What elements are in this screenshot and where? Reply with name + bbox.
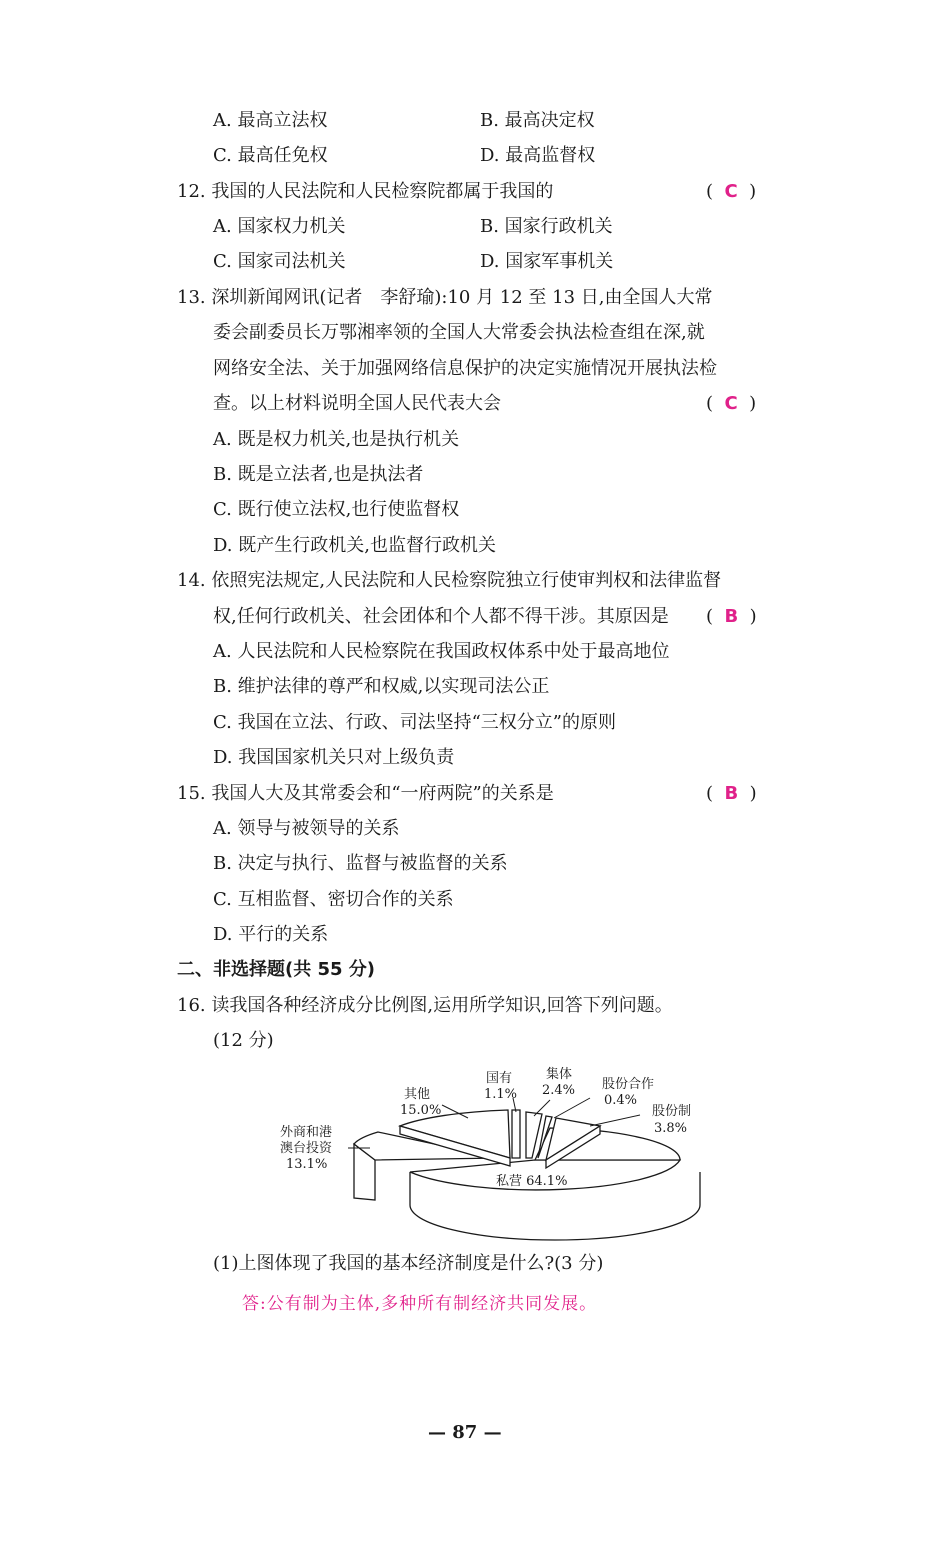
q12-option-b: B. 国家行政机关 xyxy=(480,216,613,237)
q15-option-d: D. 平行的关系 xyxy=(213,924,329,945)
q11-option-a: A. 最高立法权 xyxy=(213,110,328,131)
q16-sub1: (1)上图体现了我国的基本经济制度是什么?(3 分) xyxy=(213,1253,604,1274)
q12-option-c: C. 国家司法机关 xyxy=(213,251,346,272)
q13-option-c: C. 既行使立法权,也行使监督权 xyxy=(213,499,460,520)
label-coop-name: 股份合作 xyxy=(602,1077,655,1092)
q13-stem-line4: 查。以上材料说明全国人民代表大会 xyxy=(213,393,501,414)
q14-option-d: D. 我国国家机关只对上级负责 xyxy=(213,747,455,768)
q12-answer: C xyxy=(724,181,738,202)
label-joint-pct: 3.8% xyxy=(654,1121,688,1136)
label-collective-pct: 2.4% xyxy=(542,1083,576,1098)
q12-answer-paren: ( C ) xyxy=(706,181,757,202)
q14-option-b: B. 维护法律的尊严和权威,以实现司法公正 xyxy=(213,676,550,697)
q15-option-a: A. 领导与被领导的关系 xyxy=(213,818,400,839)
q16-stem-line2: (12 分) xyxy=(213,1030,274,1051)
label-joint-name: 股份制 xyxy=(652,1104,692,1119)
label-state-name: 国有 xyxy=(486,1071,513,1086)
q16-answer1: 答:公有制为主体,多种所有制经济共同发展。 xyxy=(242,1294,598,1314)
q14-option-c: C. 我国在立法、行政、司法坚持“三权分立”的原则 xyxy=(213,712,616,733)
q13-stem-line2: 委会副委员长万鄂湘率领的全国人大常委会执法检查组在深,就 xyxy=(213,322,705,343)
q13-option-d: D. 既产生行政机关,也监督行政机关 xyxy=(213,535,496,556)
q15-option-c: C. 互相监督、密切合作的关系 xyxy=(213,889,454,910)
label-state-pct: 1.1% xyxy=(484,1087,518,1102)
label-other-pct: 15.0% xyxy=(400,1103,442,1118)
q13-answer-paren: ( C ) xyxy=(706,393,757,414)
label-coop-pct: 0.4% xyxy=(604,1093,638,1108)
q14-stem-line1: 14. 依照宪法规定,人民法院和人民检察院独立行使审判权和法律监督 xyxy=(177,570,722,591)
q15-answer-paren: ( B ) xyxy=(706,783,757,804)
q11-option-b: B. 最高决定权 xyxy=(480,110,595,131)
label-other-name: 其他 xyxy=(404,1087,431,1102)
label-collective-name: 集体 xyxy=(546,1067,573,1082)
q11-option-d: D. 最高监督权 xyxy=(480,145,596,166)
q12-option-d: D. 国家军事机关 xyxy=(480,251,614,272)
section2-title: 二、非选择题(共 55 分) xyxy=(177,959,376,980)
q16-stem-line1: 16. 读我国各种经济成分比例图,运用所学知识,回答下列问题。 xyxy=(177,995,673,1016)
q13-option-b: B. 既是立法者,也是执法者 xyxy=(213,464,424,485)
q15-option-b: B. 决定与执行、监督与被监督的关系 xyxy=(213,853,508,874)
q13-stem-line1: 13. 深圳新闻网讯(记者 李舒瑜):10 月 12 至 13 日,由全国人大常 xyxy=(177,287,713,308)
q14-option-a: A. 人民法院和人民检察院在我国政权体系中处于最高地位 xyxy=(213,641,670,662)
label-private: 私营 64.1% xyxy=(496,1174,568,1189)
economy-pie-chart xyxy=(270,1060,720,1245)
q15-answer: B xyxy=(724,783,739,804)
label-foreign-name1: 外商和港 xyxy=(280,1125,333,1140)
q12-stem: 12. 我国的人民法院和人民检察院都属于我国的 xyxy=(177,181,554,202)
q13-option-a: A. 既是权力机关,也是执行机关 xyxy=(213,429,460,450)
q14-answer-paren: ( B ) xyxy=(706,606,757,627)
label-foreign-pct: 13.1% xyxy=(286,1157,328,1172)
q12-option-a: A. 国家权力机关 xyxy=(213,216,346,237)
pie-slice-state xyxy=(512,1110,520,1158)
q14-answer: B xyxy=(724,606,739,627)
q11-option-c: C. 最高任免权 xyxy=(213,145,328,166)
label-foreign-name2: 澳台投资 xyxy=(280,1141,333,1156)
q13-stem-line3: 网络安全法、关于加强网络信息保护的决定实施情况开展执法检 xyxy=(213,358,717,379)
q14-stem-line2: 权,任何行政机关、社会团体和个人都不得干涉。其原因是 xyxy=(213,606,669,627)
page-number: — 87 — xyxy=(428,1422,502,1443)
q15-stem: 15. 我国人大及其常委会和“一府两院”的关系是 xyxy=(177,783,554,804)
q13-answer: C xyxy=(724,393,738,414)
